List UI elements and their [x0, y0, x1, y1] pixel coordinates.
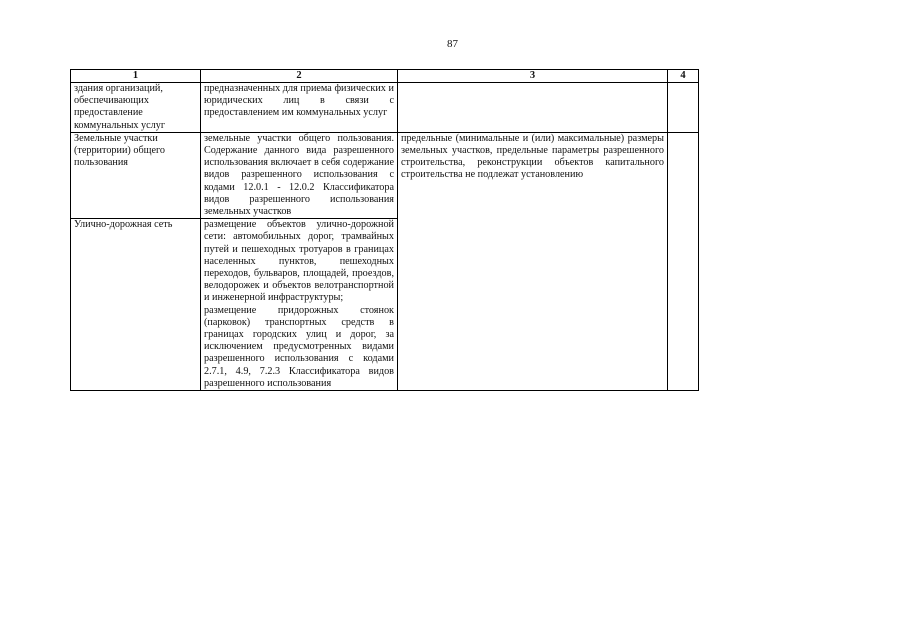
table-cell-notes: [668, 83, 699, 133]
table-cell-notes: [668, 132, 699, 390]
table-cell-parameters: предельные (минимальные и (или) максимальные) размеры земельных участков, предельные параметры разрешенного строительства, реконструкции объектов капитального строительства не подлежат установлению: [398, 132, 668, 390]
table-row: [71, 83, 699, 133]
header-col-1: 1: [71, 70, 201, 83]
regulations-table: [70, 69, 699, 391]
table-cell-type: Улично-дорожная сеть: [71, 219, 201, 391]
table-cell-description: земельные участки общего пользования. Содержание данного вида разрешенного использования включает в себя содержание видов разрешенного использования с кодами 12.0.1 - 12.0.2 Классификатора видов разрешенного использования земельных участков: [201, 132, 398, 218]
table-cell-parameters: [398, 83, 668, 133]
header-col-3: 3: [398, 70, 668, 83]
table-header-row: [71, 70, 699, 83]
page-number: 87: [447, 38, 458, 50]
header-col-4: 4: [668, 70, 699, 83]
table-cell-type: здания организаций, обеспечивающих предоставление коммунальных услуг: [71, 83, 201, 133]
header-col-2: 2: [201, 70, 398, 83]
description-paragraph: размещение придорожных стоянок (парковок) транспортных средств в границах городских улиц и дорог, за исключением предусмотренных видами разрешенного использования с кодами 2.7.1, 4.9, 7.2.3 Классификатора видов разрешенного использования: [204, 304, 394, 389]
table-cell-description: предназначенных для приема физических и юридических лиц в связи с предоставлением им коммунальных услуг: [201, 83, 398, 133]
table-row: [71, 132, 699, 218]
table-cell-description: [201, 219, 398, 391]
table-cell-type: Земельные участки (территории) общего пользования: [71, 132, 201, 218]
description-paragraph: размещение объектов улично-дорожной сети: автомобильных дорог, трамвайных путей и пешеходных тротуаров в границах населенных пунктов, пешеходных переходов, бульваров, площадей, проездов, велодорожек и объектов велотранспортной и инженерной инфраструктуры;: [204, 219, 394, 304]
